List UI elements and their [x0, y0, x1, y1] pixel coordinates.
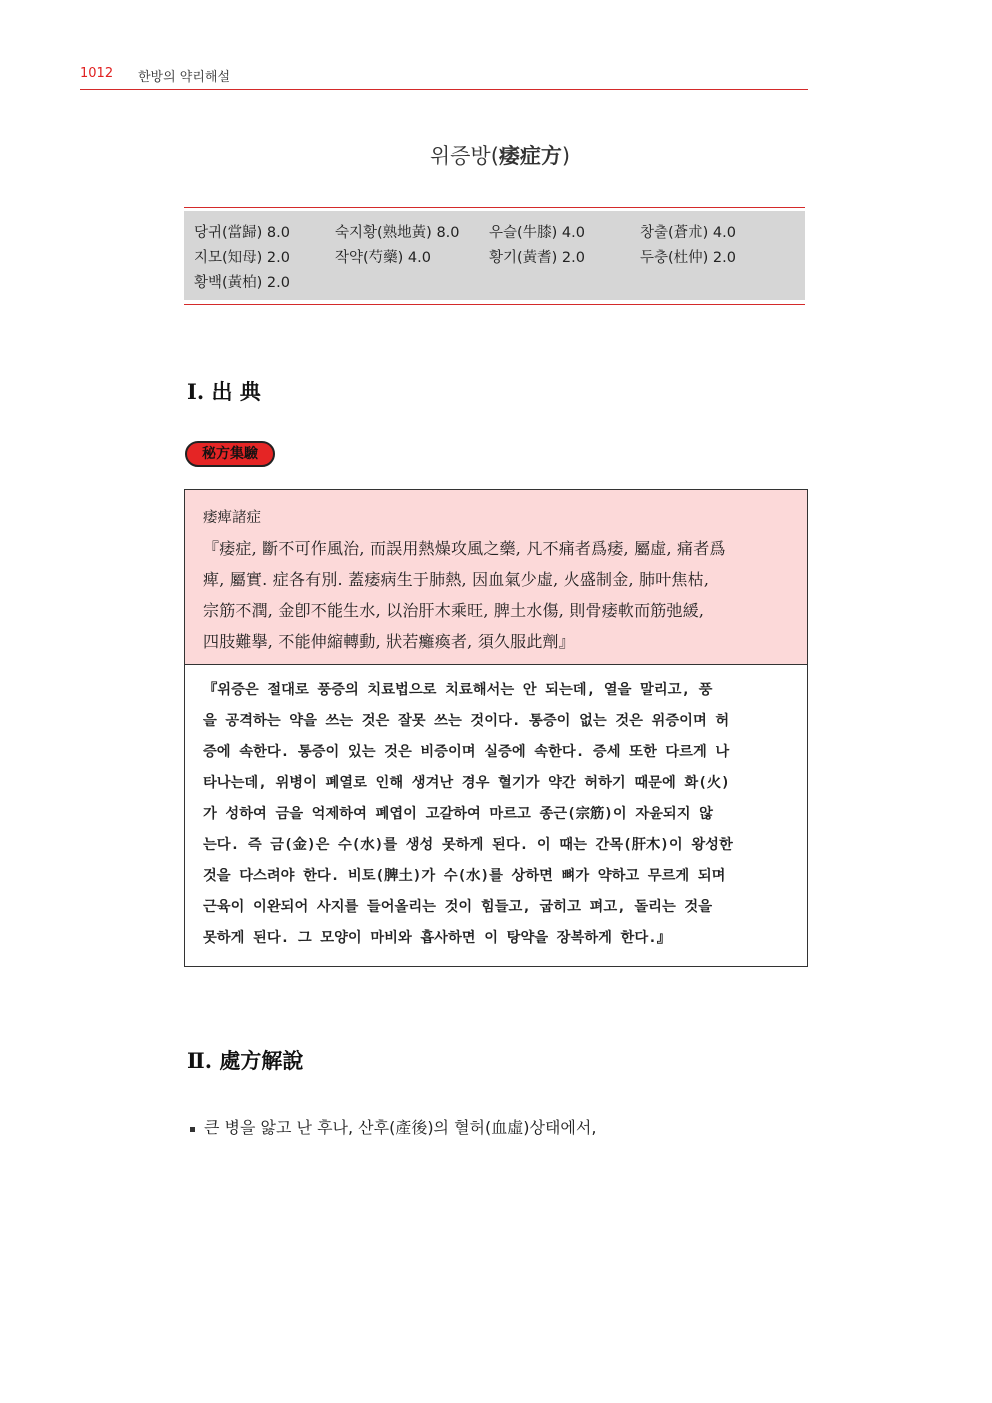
title-korean: 위증방(	[429, 144, 499, 168]
running-header-title: 한방의 약리해설	[138, 70, 231, 85]
herb-item: 우슬(牛膝) 4.0	[489, 225, 585, 241]
herb-item: 숙지황(熟地黃) 8.0	[335, 225, 460, 241]
source-subtitle: 痿痺諸症	[203, 510, 261, 526]
herb-item: 지모(知母) 2.0	[194, 250, 290, 266]
title-hanja: 痿症方	[498, 143, 562, 168]
hanja-line: 『痿症, 斷不可作風治, 而誤用熱燥攻風之藥, 凡不痛者爲痿, 屬虛, 痛者爲	[203, 539, 726, 558]
hanja-line: 宗筋不潤, 金卽不能生水, 以治肝木乘旺, 脾土水傷, 則骨痿軟而筋弛緩,	[203, 601, 705, 620]
title-close: )	[561, 144, 571, 168]
translation-line: 근육이 이완되어 사지를 들어올리는 것이 힘들고, 굽히고 펴고, 돌리는 것을	[203, 899, 713, 915]
herb-item: 창출(蒼朮) 4.0	[640, 225, 736, 241]
translation-line: 을 공격하는 약을 쓰는 것은 잘못 쓰는 것이다. 통증이 없는 것은 위증이며 허	[203, 713, 730, 729]
translation-line: 것을 다스려야 한다. 비토(脾土)가 수(水)를 상하면 뼈가 약하고 무르게 되며	[203, 868, 726, 884]
prescription-title	[0, 140, 992, 170]
translation-line: 가 성하여 금을 억제하여 폐엽이 고갈하여 마르고 종근(宗筋)이 자윤되지 않	[203, 806, 713, 822]
herb-item: 황기(黃耆) 2.0	[489, 250, 585, 266]
header-rule	[80, 89, 808, 90]
herb-box-top-rule	[184, 207, 805, 208]
section-heading-source: Ⅰ. 出 典	[187, 379, 261, 404]
translation-line: 못하게 된다. 그 모양이 마비와 흡사하면 이 탕약을 장복하게 한다.』	[203, 930, 672, 946]
bullet-text: 큰 병을 앓고 난 후나, 산후(產後)의 혈허(血虛)상태에서,	[204, 1118, 597, 1137]
source-quote-box	[184, 489, 808, 967]
hanja-line: 四肢難擧, 不能伸縮轉動, 狀若癱瘓者, 須久服此劑』	[203, 632, 575, 651]
herb-item: 작약(芍藥) 4.0	[335, 250, 431, 266]
translation-line: 타나는데, 위병이 폐열로 인해 생겨난 경우 혈기가 약간 허하기 때문에 화(火)	[203, 775, 730, 791]
translation-line: 는다. 즉 금(金)은 수(水)를 생성 못하게 된다. 이 때는 간목(肝木)이 왕성한	[203, 837, 733, 853]
herb-ingredients-box	[184, 207, 805, 305]
herb-item: 당귀(當歸) 8.0	[194, 225, 290, 241]
translation-line: 증에 속한다. 통증이 있는 것은 비증이며 실증에 속한다. 증세 또한 다르게 나	[203, 744, 730, 760]
hanja-original-panel	[185, 490, 807, 665]
page-number: 1012	[80, 66, 114, 81]
section-heading-explanation: Ⅱ. 處方解說	[187, 1048, 304, 1073]
source-badge: 秘方集驗	[185, 441, 275, 467]
bullet-marker	[190, 1127, 195, 1132]
herb-item: 황백(黃柏) 2.0	[194, 275, 290, 291]
herb-box-bottom-rule	[184, 304, 805, 305]
hanja-line: 痺, 屬實. 症各有別. 蓋痿病生于肺熱, 因血氣少虛, 火盛制金, 肺叶焦枯,	[203, 570, 710, 589]
herb-item: 두충(杜仲) 2.0	[640, 250, 736, 266]
translation-line: 『위증은 절대로 풍증의 치료법으로 치료해서는 안 되는데, 열을 말리고, 풍	[203, 682, 713, 698]
